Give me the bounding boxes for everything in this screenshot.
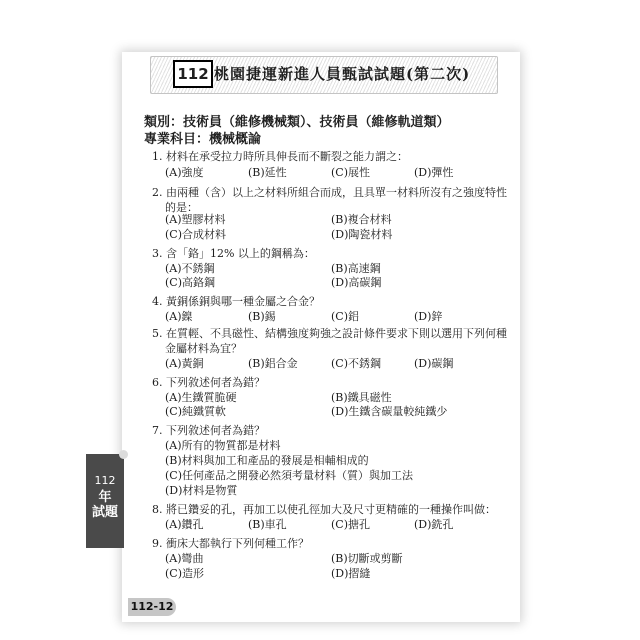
exam-category: 類別：技術員（維修機械類）、技術員（維修軌道類） bbox=[144, 115, 450, 130]
q9-option-a: (A)彎曲 bbox=[165, 552, 204, 565]
question-9: 9. 衝床大都執行下列何種工作？ bbox=[152, 537, 309, 550]
q4-option-a: (A)鎳 bbox=[165, 310, 193, 323]
side-tab-label-2: 試題 bbox=[91, 505, 118, 520]
q6-option-a: (A)生鐵質脆硬 bbox=[165, 391, 237, 404]
q4-option-b: (B)錫 bbox=[248, 310, 276, 323]
exam-subject: 專業科目：機械概論 bbox=[144, 132, 262, 147]
q3-option-d: (D)高碳鋼 bbox=[331, 276, 382, 289]
q4-option-c: (C)鋁 bbox=[331, 310, 359, 323]
q4-option-d: (D)鋅 bbox=[414, 310, 443, 323]
q6-option-d: (D)生鐵含碳量較純鐵少 bbox=[331, 405, 448, 418]
side-tab-year: 112 bbox=[94, 474, 116, 487]
tab-dot bbox=[119, 450, 128, 459]
q1-option-d: (D)彈性 bbox=[414, 166, 454, 179]
q5-option-a: (A)黃銅 bbox=[165, 357, 204, 370]
q7-option-b: (B)材料與加工和產品的發展是相輔相成的 bbox=[165, 454, 369, 467]
q3-option-b: (B)高速鋼 bbox=[331, 262, 381, 275]
question-6: 6. 下列敘述何者為錯？ bbox=[152, 376, 265, 389]
q6-option-b: (B)鐵具磁性 bbox=[331, 391, 392, 404]
q1-option-b: (B)延性 bbox=[248, 166, 287, 179]
question-5-cont: 金屬材料為宜？ bbox=[165, 342, 242, 355]
q2-option-d: (D)陶瓷材料 bbox=[331, 228, 393, 241]
q9-option-c: (C)造形 bbox=[165, 567, 204, 580]
q5-option-b: (B)鋁合金 bbox=[248, 357, 298, 370]
q3-option-a: (A)不銹鋼 bbox=[165, 262, 215, 275]
page-number: 112-12 bbox=[128, 598, 176, 616]
question-2-cont: 的是： bbox=[165, 201, 198, 214]
q2-option-b: (B)複合材料 bbox=[331, 213, 392, 226]
q9-option-d: (D)摺縫 bbox=[331, 567, 371, 580]
question-3: 3. 含「鉻」12% 以上的鋼稱為： bbox=[152, 247, 315, 260]
side-tab-label bbox=[86, 490, 124, 520]
exam-title: 桃園捷運新進人員甄試試題(第二次) bbox=[214, 65, 471, 83]
q7-option-a: (A)所有的物質都是材料 bbox=[165, 439, 281, 452]
side-tab-label-1: 年 bbox=[98, 490, 112, 505]
question-1: 1. 材料在承受拉力時所具伸長而不斷裂之能力謂之： bbox=[152, 150, 408, 163]
q8-option-b: (B)車孔 bbox=[248, 518, 287, 531]
q9-option-b: (B)切斷或剪斷 bbox=[331, 552, 403, 565]
q2-option-c: (C)合成材料 bbox=[165, 228, 226, 241]
q7-option-d: (D)材料是物質 bbox=[165, 484, 238, 497]
side-year-tab bbox=[86, 454, 124, 548]
q5-option-c: (C)不銹鋼 bbox=[331, 357, 381, 370]
q8-option-c: (C)搪孔 bbox=[331, 518, 370, 531]
question-7: 7. 下列敘述何者為錯？ bbox=[152, 424, 265, 437]
q8-option-d: (D)銑孔 bbox=[414, 518, 454, 531]
q6-option-c: (C)純鐵質軟 bbox=[165, 405, 226, 418]
question-8: 8. 將已鑽妥的孔，再加工以使孔徑加大及尺寸更精確的一種操作叫做： bbox=[152, 503, 496, 516]
q5-option-d: (D)碳鋼 bbox=[414, 357, 454, 370]
q8-option-a: (A)鑽孔 bbox=[165, 518, 204, 531]
q1-option-c: (C)展性 bbox=[331, 166, 370, 179]
q2-option-a: (A)塑膠材料 bbox=[165, 213, 226, 226]
q7-option-c: (C)任何產品之開發必然須考量材料（質）與加工法 bbox=[165, 469, 413, 482]
q3-option-c: (C)高鉻鋼 bbox=[165, 276, 215, 289]
question-2: 2. 由兩種（含）以上之材料所組合而成，且具單一材料所沒有之強度特性 bbox=[152, 186, 507, 199]
question-5: 5. 在質輕、不具磁性、結構強度夠強之設計條件要求下則以選用下列何種 bbox=[152, 327, 507, 340]
year-badge: 112 bbox=[173, 60, 213, 88]
question-4: 4. 黃銅係銅與哪一種金屬之合金？ bbox=[152, 295, 320, 308]
q1-option-a: (A)強度 bbox=[165, 166, 204, 179]
